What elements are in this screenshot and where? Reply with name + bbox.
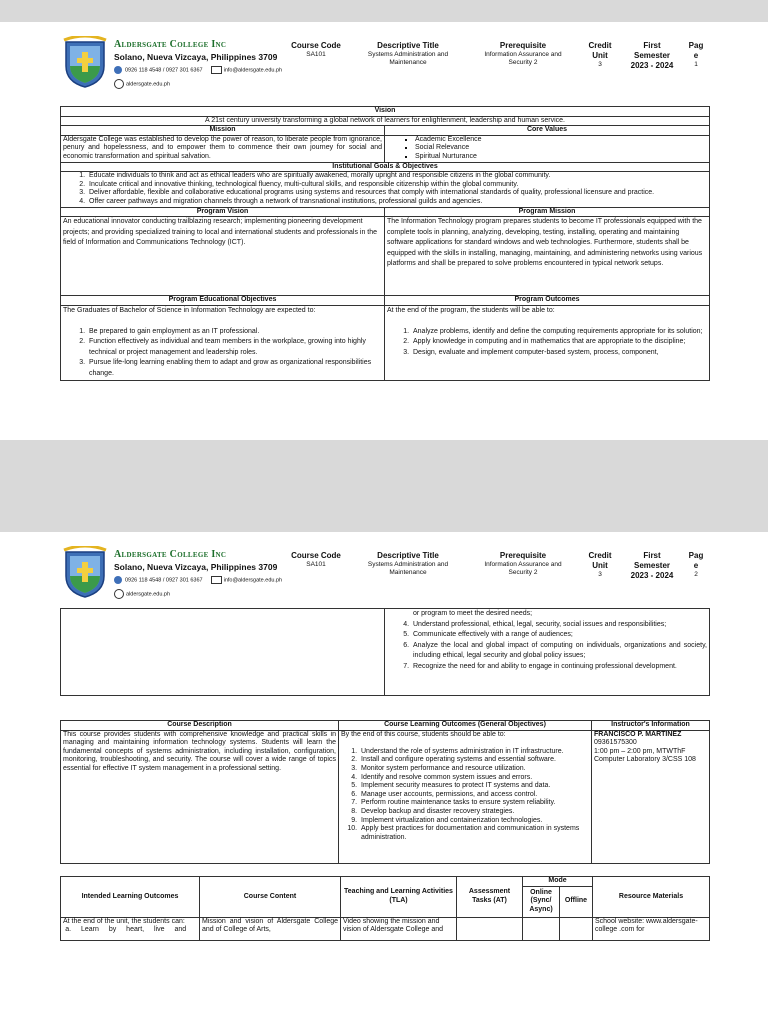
institution-info-table	[60, 106, 710, 381]
college-name: Aldersgate College Inc	[114, 39, 227, 50]
row-online-cell	[523, 917, 560, 940]
clo-heading: Course Learning Outcomes (General Objectives)	[339, 721, 592, 731]
col-content-header: Course Content	[200, 877, 341, 918]
core-value-item: ▪ Social Relevance	[415, 144, 707, 153]
clo-item: 1. Understand the role of systems administration in IT infrastructure.	[359, 748, 589, 757]
goals-cell	[61, 172, 710, 207]
school-year: 2023 - 2024	[630, 61, 674, 70]
po-item: 5. Communicate effectively with a range of audiences;	[411, 630, 707, 641]
clo-item: 3. Monitor system performance and resource utilization.	[359, 765, 589, 774]
goal-item: 2. Inculcate critical and innovative thinking, technological fluency, multi-cultural skills, and responsible citizenship within the global community.	[87, 181, 707, 190]
semester-column	[624, 41, 680, 71]
prerequisite-column	[472, 551, 574, 577]
credit-unit-column	[580, 41, 620, 69]
college-address: Solano, Nueva Vizcaya, Philippines 3709	[114, 562, 278, 572]
descriptive-title-column	[356, 551, 460, 577]
row-offline-cell	[560, 917, 593, 940]
program-vision-text: An educational innovator conducting trailblazing research; implementing pioneering development projects; and providing specialized training to local and international students and professionals in the field of Information and Communications Technology (ICT).	[61, 217, 385, 296]
school-year: 2023 - 2024	[630, 571, 674, 580]
empty-peo-cell	[61, 609, 385, 696]
page-number: 1	[694, 61, 698, 68]
course-details-table	[60, 720, 710, 864]
prerequisite-label: Prerequisite	[499, 41, 547, 50]
program-mission-heading: Program Mission	[385, 207, 710, 217]
peo-item: 1. Be prepared to gain employment as an IT professional.	[87, 327, 382, 338]
clo-item: 10. Apply best practices for documentation and communication in systems administration.	[359, 825, 589, 842]
row-resources-cell: School website: www.aldersgate-college .com for	[593, 917, 710, 940]
page-number: 2	[694, 571, 698, 578]
website-text: aldersgate.edu.ph	[126, 591, 171, 598]
core-value-item: ▪ Spiritual Nurturance	[415, 153, 707, 162]
page-number-column	[684, 551, 708, 579]
row-tla-cell: Video showing the mission and vision of Aldersgate College and	[341, 917, 457, 940]
po-continued-cell	[385, 609, 710, 696]
po-item: 1. Analyze problems, identify and define the computing requirements appropriate for its solution;	[411, 327, 707, 338]
college-contact	[114, 66, 282, 74]
page-number-column	[684, 41, 708, 69]
po-item: 7. Recognize the need for and ability to engage in continuing professional development.	[411, 662, 707, 673]
email-address: info@aldersgate.edu.ph	[223, 67, 283, 74]
col-online-header: Online (Sync/ Async)	[523, 886, 560, 917]
instructor-phone: 09361575300	[594, 739, 637, 747]
page-label-1: Pag	[688, 41, 704, 50]
row-content-cell: Mission and vision of Aldersgate College and of College of Arts,	[200, 917, 341, 940]
mail-icon	[211, 66, 222, 74]
peo-cell	[61, 305, 385, 380]
col-ilo-header: Intended Learning Outcomes	[61, 877, 200, 918]
clo-item: 7. Perform routine maintenance tasks to ensure system reliability.	[359, 799, 589, 808]
clo-item: 2. Install and configure operating systems and essential software.	[359, 756, 589, 765]
college-seal-logo	[62, 546, 108, 598]
goals-heading: Institutional Goals & Objectives	[61, 162, 710, 172]
semester-first-label: First	[643, 551, 661, 560]
instructor-heading: Instructor's Information	[592, 721, 710, 731]
unit-label: Unit	[592, 561, 608, 570]
globe-icon	[114, 589, 124, 599]
college-website	[114, 79, 170, 89]
semester-column	[624, 551, 680, 581]
prerequisite-value: Information Assurance and Security 2	[484, 561, 562, 576]
goal-item: 4. Offer career pathways and migration channels through a network of transnational institutions, professional guilds and agencies.	[87, 198, 707, 207]
page-label-2: e	[693, 561, 699, 570]
phone-icon	[114, 576, 122, 584]
page-header	[0, 22, 768, 92]
peo-item: 3. Pursue life-long learning enabling them to adapt and grow as organizational responsibilities change.	[87, 358, 382, 379]
credit-unit-column	[580, 551, 620, 579]
col-offline-header: Offline	[560, 886, 593, 917]
credit-label: Credit	[588, 41, 612, 50]
page-label-1: Pag	[688, 551, 704, 560]
mode-header: Mode	[523, 877, 593, 887]
credit-label: Credit	[588, 551, 612, 560]
po-intro: At the end of the program, the students will be able to:	[387, 306, 555, 314]
email-address: info@aldersgate.edu.ph	[223, 577, 283, 584]
course-description-heading: Course Description	[61, 721, 339, 731]
semester-first-label: First	[643, 41, 661, 50]
row-ilo-cell	[61, 917, 200, 940]
instructor-room: Computer Laboratory 3/CSS 108	[594, 756, 696, 764]
course-code-label: Course Code	[291, 41, 341, 50]
po-cell	[385, 305, 710, 380]
prerequisite-value: Information Assurance and Security 2	[484, 51, 562, 66]
instructor-name: FRANCISCO P. MARTINEZ	[594, 730, 682, 738]
college-website	[114, 589, 170, 599]
descriptive-title-value: Systems Administration and Maintenance	[367, 561, 449, 576]
clo-item: 5. Implement security measures to protect IT systems and data.	[359, 782, 589, 791]
mission-text: Aldersgate College was established to develop the power of reason, to liberate people from ignorance, penury and hopelessness, and to empower them to commence their own journey for social and economic transformation and spiritual salvation.	[61, 135, 385, 162]
syllabus-page-2	[0, 532, 768, 1024]
ilo-intro: At the end of the unit, the students can:	[63, 917, 185, 925]
program-vision-heading: Program Vision	[61, 207, 385, 217]
instructor-schedule: 1:00 pm – 2:00 pm, MTWThF	[594, 747, 686, 755]
globe-icon	[114, 79, 124, 89]
vision-heading: Vision	[61, 107, 710, 117]
credit-unit-value: 3	[598, 571, 602, 578]
clo-item: 6. Manage user accounts, permissions, and access control.	[359, 791, 589, 800]
col-at-header: Assessment Tasks (AT)	[457, 877, 523, 918]
course-code-label: Course Code	[291, 551, 341, 560]
clo-item: 9. Implement virtualization and containerization technologies.	[359, 817, 589, 826]
course-code-value: SA101	[306, 51, 326, 58]
po-heading: Program Outcomes	[385, 296, 710, 306]
instructor-cell	[592, 730, 710, 863]
vision-text: A 21st century university transforming a global network of learners for enlightenment, leadership and human service.	[61, 116, 710, 126]
descriptive-title-label: Descriptive Title	[377, 551, 439, 560]
syllabus-page-1	[0, 22, 768, 440]
descriptive-title-label: Descriptive Title	[377, 41, 439, 50]
unit-label: Unit	[592, 51, 608, 60]
descriptive-title-column	[356, 41, 460, 67]
mission-heading: Mission	[61, 126, 385, 136]
program-mission-text: The Information Technology program prepares students to become IT professionals equipped with the complete tools in planning, analyzing, developing, testing, installing, operating and maintaining software applications for standard windows and web technologies. Furthermore, students shall be equipped with the skills in installing, managing, maintaining, and administering networks using various platforms and shall be prepared to solve problems encountered in typical network setups.	[385, 217, 710, 296]
core-values-heading: Core Values	[385, 126, 710, 136]
col-tla-header: Teaching and Learning Activities (TLA)	[341, 877, 457, 918]
phone-numbers: 0926 118 4548 / 0927 301 6367	[125, 67, 203, 74]
clo-intro: By the end of this course, students should be able to:	[341, 730, 506, 738]
clo-cell	[339, 730, 592, 863]
college-address: Solano, Nueva Vizcaya, Philippines 3709	[114, 52, 278, 62]
page-label-2: e	[693, 51, 699, 60]
peo-intro: The Graduates of Bachelor of Science in Information Technology are expected to:	[63, 306, 316, 314]
po-item: 4. Understand professional, ethical, legal, security, social issues and responsibilities;	[411, 620, 707, 631]
po-item: 2. Apply knowledge in computing and in mathematics that are appropriate to the discipline;	[411, 337, 707, 348]
peo-heading: Program Educational Objectives	[61, 296, 385, 306]
website-text: aldersgate.edu.ph	[126, 81, 171, 88]
clo-item: 8. Develop backup and disaster recovery strategies.	[359, 808, 589, 817]
course-code-column	[278, 551, 354, 569]
goal-item: 1. Educate individuals to think and act as ethical leaders who are spiritually awakened, morally upright and responsible citizens in the global community.	[87, 172, 707, 181]
prerequisite-label: Prerequisite	[499, 551, 547, 560]
college-seal-logo	[62, 36, 108, 88]
course-code-column	[278, 41, 354, 59]
peo-item: 2. Function effectively as individual and team members in the workplace, growing into highly technical or project management and leadership roles.	[87, 337, 382, 358]
po-item: 3. Design, evaluate and implement computer-based system, process, component,	[411, 348, 707, 359]
goal-item: 3. Deliver affordable, flexible and collaborative educational programs using systems and resources that comply with international standards of quality, professional licensure and practice.	[87, 189, 707, 198]
po-continuation-line: or program to meet the desired needs;	[413, 610, 533, 617]
college-name: Aldersgate College Inc	[114, 549, 227, 560]
semester-label: Semester	[633, 561, 671, 570]
ilo-item: a. Learn by heart, live and	[81, 926, 197, 935]
clo-item: 4. Identify and resolve common system issues and errors.	[359, 774, 589, 783]
descriptive-title-value: Systems Administration and Maintenance	[367, 51, 449, 66]
semester-label: Semester	[633, 51, 671, 60]
program-outcomes-continued-table	[60, 608, 710, 696]
core-values-cell	[385, 135, 710, 162]
phone-icon	[114, 66, 122, 74]
course-code-value: SA101	[306, 561, 326, 568]
col-resources-header: Resource Materials	[593, 877, 710, 918]
prerequisite-column	[472, 41, 574, 67]
course-description-text: This course provides students with comprehensive knowledge and practical skills in managing and maintaining information technology systems. Students will learn the fundamental concepts of systems administration, including installation, configuration, monitoring, troubleshooting, and security. The course will cover a wide range of topics essential for effective IT system management in a professional setting.	[61, 730, 339, 863]
po-item: 6. Analyze the local and global impact of computing on individuals, organizations and society, including ethical, legal security and global policy issues;	[411, 641, 707, 662]
page-header	[0, 532, 768, 602]
row-at-cell	[457, 917, 523, 940]
college-contact	[114, 576, 282, 584]
core-value-item: ▪ Academic Excellence	[415, 136, 707, 145]
mail-icon	[211, 576, 222, 584]
phone-numbers: 0926 118 4548 / 0927 301 6367	[125, 577, 203, 584]
credit-unit-value: 3	[598, 61, 602, 68]
course-plan-table	[60, 876, 710, 941]
